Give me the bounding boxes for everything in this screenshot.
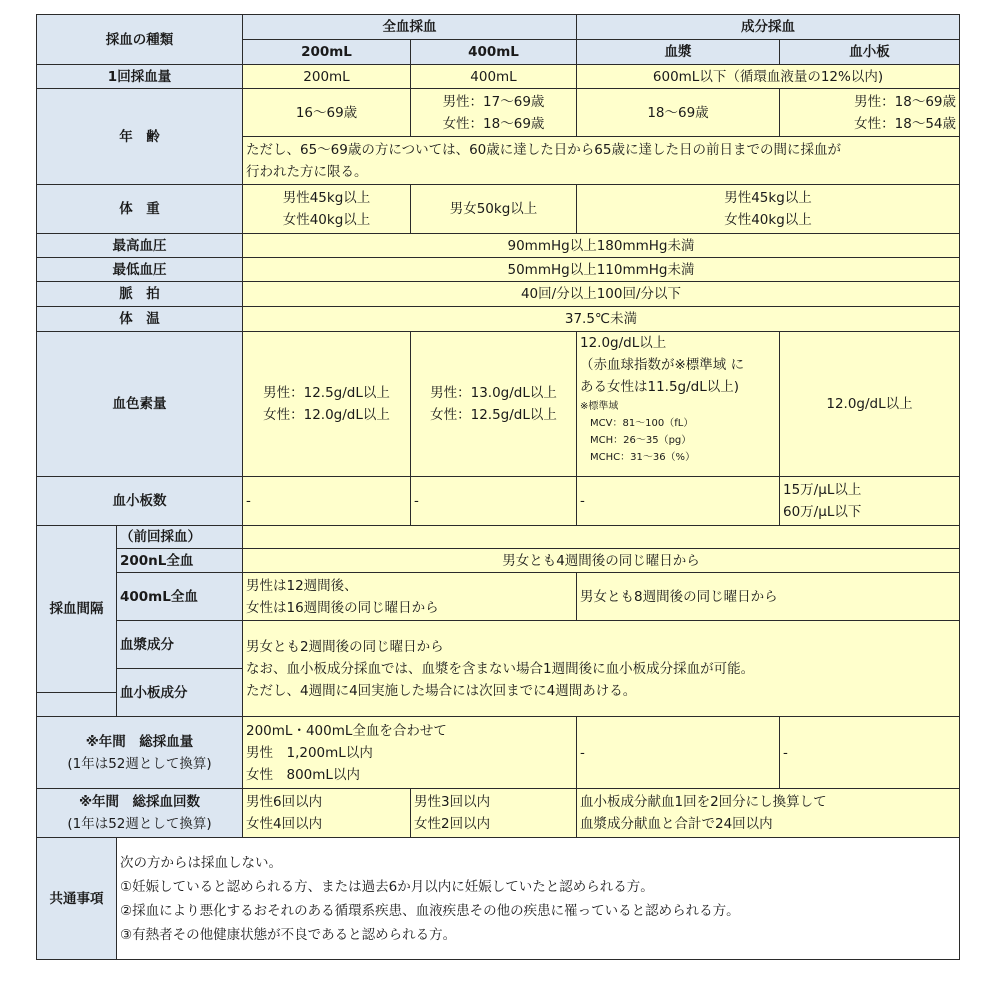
weight-component [577, 185, 960, 234]
label-interval-cont [37, 693, 117, 717]
weight-200-female: 女性40kg以上 [282, 212, 371, 228]
age-plasma: 18〜69歳 [577, 89, 780, 137]
age-400-male: 男性：17〜69歳 [442, 93, 545, 110]
row-bp-high [37, 234, 960, 258]
interval-400-whole [243, 573, 577, 621]
weight-component-male: 男性45kg以上 [724, 190, 812, 206]
annual-volume-male: 男性 1,200mL以内 [246, 744, 373, 761]
annual-count-400-female: 女性2回以内 [414, 816, 491, 832]
volume-400: 400mL [411, 65, 577, 89]
row-temp [37, 307, 960, 332]
bp-low-value: 50mmHg以上110mmHg未満 [243, 258, 960, 282]
common-line-2: ②採血により悪化するおそれのある循環系疾患、血液疾患その他の疾患に罹っていると認められる方。 [120, 902, 740, 919]
weight-component-female: 女性40kg以上 [724, 212, 812, 228]
hb-plasma [577, 332, 780, 477]
common-line-3: ③有熱者その他健康状態が不良であると認められる方。 [120, 926, 457, 943]
header-400ml: 400mL [411, 40, 577, 65]
interval-200-value: 男女とも4週間後の同じ曜日から [243, 549, 960, 573]
row-volume [37, 65, 960, 89]
row-weight [37, 185, 960, 234]
annual-volume-sub: (1年は52週として換算) [67, 755, 212, 772]
hb-plasma-note-mcv: MCV：81〜100（fL） [590, 418, 694, 429]
common-text [117, 838, 960, 960]
annual-count-component-line-1: 血小板成分献血1回を2回分にし換算して [580, 794, 827, 810]
weight-200 [243, 185, 411, 234]
row-annual-count [37, 789, 960, 838]
plt-count-platelet [780, 477, 960, 526]
interval-400-male: 男性は12週間後、 [246, 577, 358, 594]
row-interval-prev [37, 526, 960, 549]
hb-plasma-line-3: ある女性は11.5g/dL以上) [580, 379, 740, 395]
annual-count-component-line-2: 血漿成分献血と合計で24回以内 [580, 816, 773, 832]
bp-high-value: 90mmHg以上180mmHg未満 [243, 234, 960, 258]
interval-component-line-3: ただし、4週間に4回実施した場合には次回までに4週間あける。 [246, 682, 637, 699]
label-pulse: 脈 拍 [37, 282, 243, 307]
row-interval-plasma [37, 621, 960, 645]
annual-count-sub: (1年は52週として換算) [67, 816, 212, 832]
annual-count-400-male: 男性3回以内 [414, 794, 491, 810]
header-platelet: 血小板 [780, 40, 960, 65]
annual-count-200-male: 男性6回以内 [246, 794, 323, 810]
age-platelet-male: 男性：18〜69歳 [854, 93, 956, 110]
row-common [37, 838, 960, 960]
hb-200-female: 女性：12.0g/dL以上 [263, 407, 390, 423]
age-400 [411, 89, 577, 137]
age-platelet-female: 女性：18〜54歳 [854, 115, 956, 132]
hb-plasma-line-2: （赤血球指数が※標準域 に [580, 357, 745, 373]
row-bp-low [37, 258, 960, 282]
hb-400-female: 女性：12.5g/dL以上 [430, 407, 557, 423]
label-hemoglobin: 血色素量 [37, 332, 243, 477]
header-row-1 [37, 15, 960, 40]
plt-count-200: - [243, 477, 411, 526]
hb-plasma-note-title: ※標準域 [580, 401, 619, 412]
hb-400-male: 男性：13.0g/dL以上 [430, 385, 557, 401]
label-platelet-count: 血小板数 [37, 477, 243, 526]
interval-platelet-label: 血小板成分 [117, 669, 243, 717]
annual-volume-line-1: 200mL・400mL全血を合わせて [246, 722, 447, 739]
annual-count-200-female: 女性4回以内 [246, 816, 323, 832]
row-annual-volume [37, 717, 960, 789]
interval-400-label: 400mL全血 [117, 573, 243, 621]
label-interval: 採血間隔 [37, 526, 117, 693]
interval-component-text [243, 621, 960, 717]
row-hemoglobin [37, 332, 960, 477]
age-400-female: 女性：18〜69歳 [442, 115, 545, 132]
hb-200 [243, 332, 411, 477]
row-platelet-count [37, 477, 960, 526]
label-bp-low: 最低血圧 [37, 258, 243, 282]
blood-donation-criteria-table [36, 14, 960, 960]
age-note-line-1: ただし、65〜69歳の方については、60歳に達した日から65歳に達した日の前日までの間に採血が [246, 141, 841, 158]
annual-count-200 [243, 789, 411, 838]
age-note-line-2: 行われた方に限る。 [246, 163, 368, 180]
label-temp: 体 温 [37, 307, 243, 332]
age-note [243, 137, 960, 185]
weight-200-male: 男性45kg以上 [282, 190, 371, 206]
header-whole-blood: 全血採血 [243, 15, 577, 40]
interval-prev-label: （前回採血） [117, 526, 243, 549]
header-200ml: 200mL [243, 40, 411, 65]
interval-200-label: 200nL全血 [117, 549, 243, 573]
common-line-1: ①妊娠していると認められる方、または過去6か月以内に妊娠していたと認められる方。 [120, 878, 654, 895]
hb-plasma-line-1: 12.0g/dL以上 [580, 335, 667, 351]
header-kind: 採血の種類 [37, 15, 243, 65]
annual-volume-female: 女性 800mL以内 [246, 766, 360, 783]
annual-count-title: ※年間 総採血回数 [78, 794, 201, 810]
hb-plasma-note-mch: MCH：26〜35（pg） [590, 435, 692, 446]
label-weight: 体 重 [37, 185, 243, 234]
weight-400: 男女50kg以上 [411, 185, 577, 234]
label-bp-high: 最高血圧 [37, 234, 243, 258]
common-line-0: 次の方からは採血しない。 [120, 854, 282, 871]
interval-prev-empty [243, 526, 960, 549]
label-common: 共通事項 [37, 838, 117, 960]
interval-400-female: 女性は16週間後の同じ曜日から [246, 599, 439, 616]
annual-volume-plasma: - [577, 717, 780, 789]
interval-component-line-1: 男女とも2週間後の同じ曜日から [246, 638, 444, 655]
age-200: 16〜69歳 [243, 89, 411, 137]
interval-component-line-2: なお、血小板成分採血では、血漿を含まない場合1週間後に血小板成分採血が可能。 [246, 660, 755, 677]
interval-400-component: 男女とも8週間後の同じ曜日から [577, 573, 960, 621]
annual-volume-whole [243, 717, 577, 789]
plt-count-plasma: - [577, 477, 780, 526]
row-pulse [37, 282, 960, 307]
volume-200: 200mL [243, 65, 411, 89]
row-interval-400 [37, 573, 960, 621]
annual-count-400 [411, 789, 577, 838]
label-annual-count [37, 789, 243, 838]
hb-platelet: 12.0g/dL以上 [780, 332, 960, 477]
label-volume: 1回採血量 [37, 65, 243, 89]
header-component: 成分採血 [577, 15, 960, 40]
label-age: 年 齢 [37, 89, 243, 185]
label-annual-volume [37, 717, 243, 789]
plt-count-max: 60万/μL以下 [783, 504, 862, 520]
plt-count-min: 15万/μL以上 [783, 482, 862, 498]
annual-volume-platelet: - [780, 717, 960, 789]
header-plasma: 血漿 [577, 40, 780, 65]
annual-volume-title: ※年間 総採血量 [85, 733, 194, 750]
volume-component: 600mL以下（循環血液量の12%以内) [577, 65, 960, 89]
hb-plasma-note-mchc: MCHC：31〜36（%） [590, 452, 696, 463]
interval-plasma-label: 血漿成分 [117, 621, 243, 669]
temp-value: 37.5℃未満 [243, 307, 960, 332]
row-interval-200 [37, 549, 960, 573]
hb-200-male: 男性：12.5g/dL以上 [263, 385, 390, 401]
pulse-value: 40回/分以上100回/分以下 [243, 282, 960, 307]
annual-count-component [577, 789, 960, 838]
hb-400 [411, 332, 577, 477]
plt-count-400: - [411, 477, 577, 526]
age-platelet [780, 89, 960, 137]
row-age [37, 89, 960, 137]
